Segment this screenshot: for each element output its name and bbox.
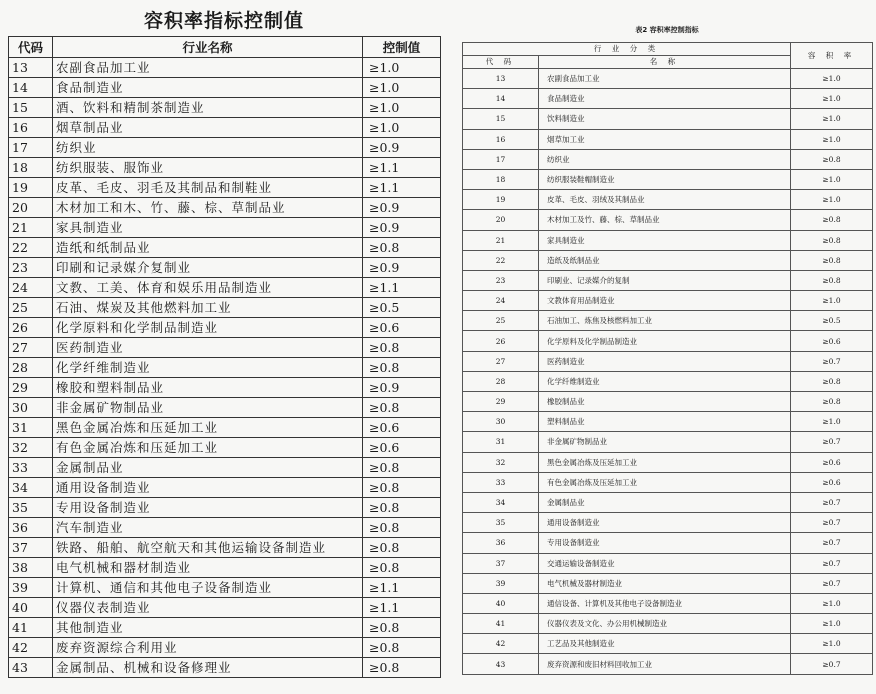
row-code: 18: [9, 158, 53, 178]
right-document: [462, 6, 872, 675]
row-code: 43: [463, 654, 539, 674]
row-industry-name: 橡胶和塑料制品业: [53, 378, 363, 398]
right-header-row-1: [463, 43, 873, 56]
row-value: ≥0.8: [363, 638, 441, 658]
table-row: [463, 109, 873, 129]
row-value: ≥0.7: [791, 432, 873, 452]
table-row: [463, 593, 873, 613]
table-row: [463, 452, 873, 472]
table-row: [9, 558, 441, 578]
row-industry-name: 汽车制造业: [53, 518, 363, 538]
row-value: ≥1.0: [791, 89, 873, 109]
table-row: [9, 318, 441, 338]
row-code: 15: [463, 109, 539, 129]
row-code: 33: [9, 458, 53, 478]
row-industry-name: 印刷和记录媒介复制业: [53, 258, 363, 278]
row-industry-name: 化学原料及化学制品制造业: [539, 331, 791, 351]
row-code: 20: [463, 210, 539, 230]
row-industry-name: 黑色金属冶炼及压延加工业: [539, 452, 791, 472]
row-value: ≥0.7: [791, 533, 873, 553]
row-industry-name: 印刷业、记录媒介的复制: [539, 270, 791, 290]
table-row: [463, 250, 873, 270]
row-value: ≥0.6: [791, 472, 873, 492]
row-industry-name: 医药制造业: [53, 338, 363, 358]
row-industry-name: 石油加工、炼焦及核燃料加工业: [539, 311, 791, 331]
left-title: 容积率指标控制值: [143, 10, 304, 32]
row-industry-name: 仪器仪表制造业: [53, 598, 363, 618]
row-value: ≥0.8: [363, 398, 441, 418]
row-value: ≥1.0: [791, 129, 873, 149]
row-code: 30: [9, 398, 53, 418]
row-value: ≥1.1: [363, 158, 441, 178]
row-industry-name: 农副食品加工业: [539, 69, 791, 89]
row-industry-name: 废弃资源和废旧材料回收加工业: [539, 654, 791, 674]
row-code: 21: [9, 218, 53, 238]
row-industry-name: 电气机械和器材制造业: [53, 558, 363, 578]
row-industry-name: 食品制造业: [539, 89, 791, 109]
table-row: [463, 634, 873, 654]
row-code: 13: [463, 69, 539, 89]
row-industry-name: 烟草加工业: [539, 129, 791, 149]
row-code: 28: [9, 358, 53, 378]
row-value: ≥1.0: [791, 634, 873, 654]
row-industry-name: 纺织服装、服饰业: [53, 158, 363, 178]
row-code: 23: [9, 258, 53, 278]
row-industry-name: 通用设备制造业: [53, 478, 363, 498]
table-row: [9, 458, 441, 478]
row-value: ≥0.8: [363, 558, 441, 578]
right-header-code: 代 码: [463, 56, 539, 69]
row-industry-name: 非金属矿物制品业: [53, 398, 363, 418]
row-industry-name: 电气机械及器材制造业: [539, 573, 791, 593]
row-value: ≥0.6: [791, 331, 873, 351]
table-row: [9, 158, 441, 178]
row-value: ≥0.8: [363, 338, 441, 358]
row-code: 29: [463, 392, 539, 412]
table-row: [9, 358, 441, 378]
row-code: 25: [463, 311, 539, 331]
table-row: [9, 398, 441, 418]
table-row: [463, 492, 873, 512]
row-industry-name: 皮革、毛皮、羽毛及其制品和制鞋业: [53, 178, 363, 198]
row-code: 15: [9, 98, 53, 118]
table-row: [9, 518, 441, 538]
row-code: 30: [463, 412, 539, 432]
row-industry-name: 工艺品及其他制造业: [539, 634, 791, 654]
row-code: 16: [463, 129, 539, 149]
row-value: ≥0.8: [791, 392, 873, 412]
row-industry-name: 饮料制造业: [539, 109, 791, 129]
row-industry-name: 家具制造业: [53, 218, 363, 238]
table-row: [9, 658, 441, 678]
row-code: 20: [9, 198, 53, 218]
row-value: ≥1.0: [791, 69, 873, 89]
row-industry-name: 专用设备制造业: [53, 498, 363, 518]
row-value: ≥0.8: [791, 250, 873, 270]
left-header-code: 代码: [9, 37, 53, 58]
row-value: ≥1.0: [791, 593, 873, 613]
row-value: ≥0.8: [363, 458, 441, 478]
table-row: [463, 270, 873, 290]
table-row: [9, 378, 441, 398]
row-industry-name: 石油、煤炭及其他燃料加工业: [53, 298, 363, 318]
row-code: 24: [463, 291, 539, 311]
row-code: 35: [9, 498, 53, 518]
table-row: [9, 138, 441, 158]
row-code: 40: [463, 593, 539, 613]
table-row: [9, 498, 441, 518]
row-industry-name: 有色金属冶炼及压延加工业: [539, 472, 791, 492]
row-value: ≥0.8: [791, 371, 873, 391]
row-value: ≥1.1: [363, 178, 441, 198]
row-value: ≥0.8: [363, 538, 441, 558]
row-value: ≥1.0: [791, 169, 873, 189]
row-value: ≥0.8: [791, 210, 873, 230]
row-code: 42: [463, 634, 539, 654]
row-industry-name: 化学原料和化学制品制造业: [53, 318, 363, 338]
row-industry-name: 烟草制品业: [53, 118, 363, 138]
row-industry-name: 通信设备、计算机及其他电子设备制造业: [539, 593, 791, 613]
row-value: ≥0.8: [363, 518, 441, 538]
row-industry-name: 化学纤维制造业: [539, 371, 791, 391]
row-value: ≥1.1: [363, 278, 441, 298]
row-value: ≥0.9: [363, 198, 441, 218]
row-industry-name: 仪器仪表及文化、办公用机械制造业: [539, 614, 791, 634]
table-row: [463, 614, 873, 634]
row-code: 21: [463, 230, 539, 250]
row-code: 22: [9, 238, 53, 258]
table-row: [463, 654, 873, 674]
row-code: 17: [463, 149, 539, 169]
row-code: 27: [9, 338, 53, 358]
row-value: ≥0.8: [363, 658, 441, 678]
table-row: [463, 432, 873, 452]
row-value: ≥0.9: [363, 258, 441, 278]
table-row: [463, 412, 873, 432]
row-industry-name: 造纸及纸制品业: [539, 250, 791, 270]
table-row: [9, 418, 441, 438]
row-code: 43: [9, 658, 53, 678]
row-industry-name: 专用设备制造业: [539, 533, 791, 553]
row-industry-name: 文教体育用品制造业: [539, 291, 791, 311]
table-row: [9, 638, 441, 658]
row-code: 38: [9, 558, 53, 578]
row-value: ≥0.8: [363, 358, 441, 378]
row-code: 26: [463, 331, 539, 351]
row-code: 14: [463, 89, 539, 109]
row-value: ≥0.7: [791, 654, 873, 674]
row-value: ≥0.8: [791, 230, 873, 250]
row-industry-name: 废弃资源综合利用业: [53, 638, 363, 658]
table-row: [463, 573, 873, 593]
row-value: ≥1.0: [363, 58, 441, 78]
row-industry-name: 铁路、船舶、航空航天和其他运输设备制造业: [53, 538, 363, 558]
row-code: 36: [463, 533, 539, 553]
row-code: 37: [463, 553, 539, 573]
row-industry-name: 计算机、通信和其他电子设备制造业: [53, 578, 363, 598]
row-industry-name: 金属制品业: [53, 458, 363, 478]
row-industry-name: 家具制造业: [539, 230, 791, 250]
row-value: ≥0.8: [791, 149, 873, 169]
row-value: ≥1.0: [791, 614, 873, 634]
table-row: [9, 98, 441, 118]
table-row: [9, 198, 441, 218]
row-code: 35: [463, 513, 539, 533]
row-code: 32: [9, 438, 53, 458]
row-industry-name: 造纸和纸制品业: [53, 238, 363, 258]
row-industry-name: 木材加工及竹、藤、棕、草制品业: [539, 210, 791, 230]
row-value: ≥0.6: [791, 452, 873, 472]
table-row: [9, 338, 441, 358]
row-code: 26: [9, 318, 53, 338]
row-industry-name: 塑料制品业: [539, 412, 791, 432]
row-code: 13: [9, 58, 53, 78]
table-row: [9, 178, 441, 198]
row-code: 40: [9, 598, 53, 618]
row-code: 32: [463, 452, 539, 472]
row-code: 37: [9, 538, 53, 558]
table-row: [9, 278, 441, 298]
table-row: [9, 218, 441, 238]
row-code: 29: [9, 378, 53, 398]
row-industry-name: 交通运输设备制造业: [539, 553, 791, 573]
row-value: ≥1.0: [363, 118, 441, 138]
row-value: ≥0.5: [363, 298, 441, 318]
table-row: [463, 210, 873, 230]
table-row: [463, 392, 873, 412]
row-industry-name: 文教、工美、体育和娱乐用品制造业: [53, 278, 363, 298]
row-industry-name: 有色金属冶炼和压延加工业: [53, 438, 363, 458]
row-value: ≥0.9: [363, 138, 441, 158]
row-code: 25: [9, 298, 53, 318]
right-title: 表2 容积率控制指标: [635, 26, 699, 34]
row-value: ≥0.7: [791, 513, 873, 533]
row-value: ≥0.7: [791, 553, 873, 573]
row-code: 19: [463, 190, 539, 210]
row-code: 28: [463, 371, 539, 391]
row-value: ≥1.1: [363, 578, 441, 598]
table-row: [463, 89, 873, 109]
row-industry-name: 纺织业: [53, 138, 363, 158]
right-table-body: [463, 69, 873, 675]
left-table: [8, 36, 441, 678]
right-header-category: 行 业 分 类: [463, 43, 791, 56]
table-row: [463, 371, 873, 391]
table-row: [463, 230, 873, 250]
row-industry-name: 非金属矿物制品业: [539, 432, 791, 452]
row-code: 23: [463, 270, 539, 290]
table-row: [463, 533, 873, 553]
table-row: [463, 351, 873, 371]
table-row: [9, 58, 441, 78]
row-industry-name: 其他制造业: [53, 618, 363, 638]
row-value: ≥0.5: [791, 311, 873, 331]
row-code: 24: [9, 278, 53, 298]
row-code: 31: [463, 432, 539, 452]
left-header-value: 控制值: [363, 37, 441, 58]
right-table: [462, 42, 873, 675]
table-row: [9, 258, 441, 278]
left-document: [8, 6, 440, 678]
row-value: ≥0.9: [363, 378, 441, 398]
row-industry-name: 化学纤维制造业: [53, 358, 363, 378]
row-value: ≥1.0: [363, 78, 441, 98]
row-code: 33: [463, 472, 539, 492]
table-row: [463, 169, 873, 189]
row-value: ≥1.0: [791, 291, 873, 311]
table-row: [463, 513, 873, 533]
table-row: [463, 69, 873, 89]
row-value: ≥1.0: [363, 98, 441, 118]
row-code: 16: [9, 118, 53, 138]
row-code: 34: [463, 492, 539, 512]
row-industry-name: 食品制造业: [53, 78, 363, 98]
table-row: [9, 578, 441, 598]
table-row: [9, 438, 441, 458]
left-header-name: 行业名称: [53, 37, 363, 58]
table-row: [9, 298, 441, 318]
row-code: 36: [9, 518, 53, 538]
row-value: ≥0.8: [363, 478, 441, 498]
row-value: ≥1.0: [791, 412, 873, 432]
row-industry-name: 黑色金属冶炼和压延加工业: [53, 418, 363, 438]
left-header-row: [9, 37, 441, 58]
row-code: 27: [463, 351, 539, 371]
table-row: [463, 331, 873, 351]
table-row: [463, 472, 873, 492]
table-row: [9, 598, 441, 618]
table-row: [463, 190, 873, 210]
row-value: ≥0.9: [363, 218, 441, 238]
row-industry-name: 通用设备制造业: [539, 513, 791, 533]
row-value: ≥0.7: [791, 492, 873, 512]
table-row: [463, 553, 873, 573]
row-industry-name: 酒、饮料和精制茶制造业: [53, 98, 363, 118]
row-value: ≥1.0: [791, 190, 873, 210]
row-value: ≥0.6: [363, 418, 441, 438]
row-value: ≥0.8: [363, 618, 441, 638]
table-row: [9, 538, 441, 558]
row-value: ≥1.1: [363, 598, 441, 618]
row-value: ≥0.6: [363, 438, 441, 458]
table-row: [9, 478, 441, 498]
row-code: 19: [9, 178, 53, 198]
row-industry-name: 纺织业: [539, 149, 791, 169]
row-industry-name: 医药制造业: [539, 351, 791, 371]
row-code: 39: [9, 578, 53, 598]
table-row: [9, 78, 441, 98]
table-row: [463, 149, 873, 169]
right-header-name: 名 称: [539, 56, 791, 69]
table-row: [9, 618, 441, 638]
row-code: 22: [463, 250, 539, 270]
row-value: ≥0.8: [791, 270, 873, 290]
row-code: 41: [463, 614, 539, 634]
row-code: 18: [463, 169, 539, 189]
row-industry-name: 木材加工和木、竹、藤、棕、草制品业: [53, 198, 363, 218]
row-value: ≥0.6: [363, 318, 441, 338]
row-code: 14: [9, 78, 53, 98]
row-value: ≥0.8: [363, 498, 441, 518]
row-industry-name: 橡胶制品业: [539, 392, 791, 412]
table-row: [9, 118, 441, 138]
row-industry-name: 纺织服装鞋帽制造业: [539, 169, 791, 189]
row-value: ≥0.7: [791, 573, 873, 593]
table-row: [463, 129, 873, 149]
row-code: 39: [463, 573, 539, 593]
row-value: ≥1.0: [791, 109, 873, 129]
row-code: 42: [9, 638, 53, 658]
row-code: 31: [9, 418, 53, 438]
left-table-body: [9, 58, 441, 678]
row-industry-name: 农副食品加工业: [53, 58, 363, 78]
row-value: ≥0.8: [363, 238, 441, 258]
row-industry-name: 皮革、毛皮、羽绒及其制品业: [539, 190, 791, 210]
row-industry-name: 金属制品、机械和设备修理业: [53, 658, 363, 678]
right-header-value: 容 积 率: [791, 43, 873, 69]
table-row: [463, 311, 873, 331]
row-code: 34: [9, 478, 53, 498]
row-code: 17: [9, 138, 53, 158]
row-code: 41: [9, 618, 53, 638]
row-industry-name: 金属制品业: [539, 492, 791, 512]
table-row: [9, 238, 441, 258]
table-row: [463, 291, 873, 311]
row-value: ≥0.7: [791, 351, 873, 371]
